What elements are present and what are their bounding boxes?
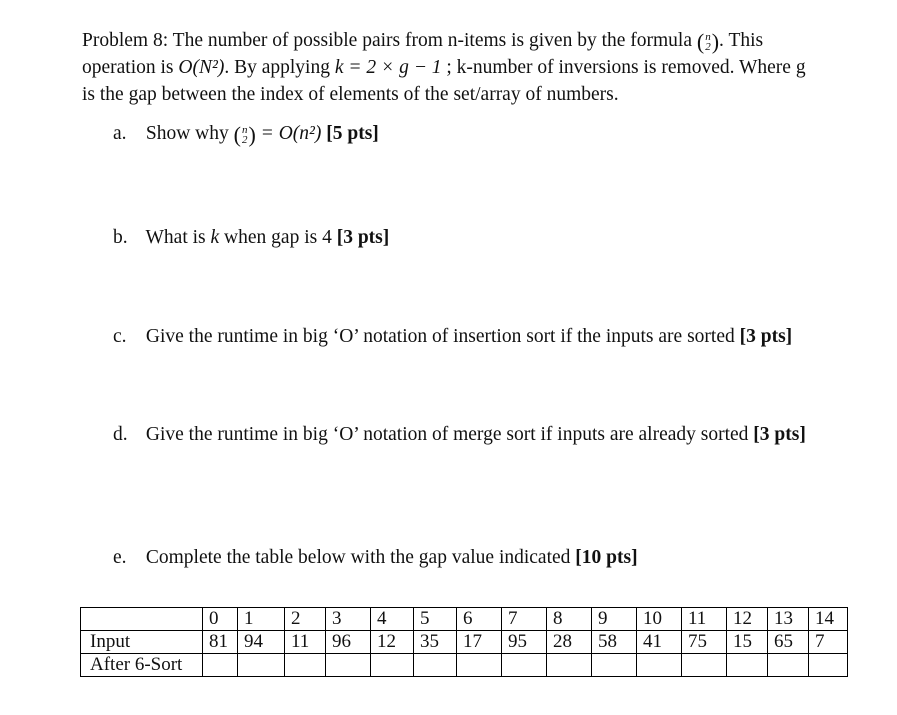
points-e: [10 pts] — [575, 547, 638, 568]
after-sort-cell[interactable] — [768, 654, 809, 677]
big-o-n-squared: O(N²) — [178, 57, 225, 78]
sort-table — [80, 607, 848, 677]
input-cell: 94 — [238, 631, 285, 654]
points-b: [3 pts] — [336, 227, 390, 248]
binomial-n-choose-2: ( n 2 ) — [233, 121, 256, 147]
input-cell: 7 — [809, 631, 848, 654]
question-e: e. Complete the table below with the gap value indicated [10 pts] — [113, 547, 638, 568]
input-cell: 41 — [637, 631, 682, 654]
after-sort-cell[interactable] — [203, 654, 238, 677]
after-sort-cell[interactable] — [414, 654, 457, 677]
after-sort-cell[interactable] — [457, 654, 502, 677]
index-cell: 5 — [414, 608, 457, 631]
after-sort-cell[interactable] — [285, 654, 326, 677]
binomial-n-choose-2: ( n 2 ) — [696, 28, 720, 54]
input-cell: 28 — [547, 631, 592, 654]
problem-label: Problem 8: — [82, 30, 169, 51]
problem-line3: is the gap between the index of elements of the set/array of numbers. — [82, 84, 619, 105]
problem-line2b: . By applying — [224, 57, 330, 78]
index-cell: 2 — [285, 608, 326, 631]
after-sort-cell[interactable] — [547, 654, 592, 677]
after-sort-label: After 6-Sort — [81, 654, 203, 677]
input-cell: 17 — [457, 631, 502, 654]
points-c: [3 pts] — [739, 326, 793, 347]
question-b: b. What is k when gap is 4 [3 pts] — [113, 227, 390, 248]
problem-statement — [82, 27, 872, 108]
input-cell: 95 — [502, 631, 547, 654]
points-a: [5 pts] — [326, 123, 379, 144]
input-cell: 81 — [203, 631, 238, 654]
input-cell: 65 — [768, 631, 809, 654]
index-cell: 8 — [547, 608, 592, 631]
index-cell: 12 — [727, 608, 768, 631]
index-cell: 1 — [238, 608, 285, 631]
after-sort-cell[interactable] — [238, 654, 285, 677]
index-cell: 7 — [502, 608, 547, 631]
input-cell: 11 — [285, 631, 326, 654]
input-cell: 96 — [326, 631, 371, 654]
question-a: a. Show why ( n 2 ) = O(n²) [5 pts] — [113, 121, 379, 147]
gap-formula: k = 2 × g − 1 — [334, 57, 442, 78]
problem-line2c: ; k-number of inversions is removed. Where g — [446, 57, 806, 78]
input-row — [81, 631, 848, 654]
input-cell: 35 — [414, 631, 457, 654]
after-sort-cell[interactable] — [502, 654, 547, 677]
question-d: d. Give the runtime in big ‘O’ notation of merge sort if inputs are already sorted [3 pts] — [113, 424, 806, 445]
problem-line1a: The number of possible pairs from n-items is given by the formula — [172, 30, 693, 51]
after-sort-cell[interactable] — [592, 654, 637, 677]
input-cell: 15 — [727, 631, 768, 654]
points-d: [3 pts] — [753, 424, 806, 445]
index-cell: 13 — [768, 608, 809, 631]
after-sort-row — [81, 654, 848, 677]
index-row — [81, 608, 848, 631]
index-cell: 9 — [592, 608, 637, 631]
problem-line1b: . This — [719, 30, 764, 51]
input-cell: 58 — [592, 631, 637, 654]
after-sort-cell[interactable] — [727, 654, 768, 677]
index-cell: 11 — [682, 608, 727, 631]
after-sort-cell[interactable] — [682, 654, 727, 677]
after-sort-cell[interactable] — [371, 654, 414, 677]
question-c: c. Give the runtime in big ‘O’ notation of insertion sort if the inputs are sorted [3 pts] — [113, 326, 793, 347]
index-cell: 14 — [809, 608, 848, 631]
input-cell: 12 — [371, 631, 414, 654]
after-sort-cell[interactable] — [326, 654, 371, 677]
input-label: Input — [81, 631, 203, 654]
index-cell: 0 — [203, 608, 238, 631]
index-cell: 10 — [637, 608, 682, 631]
index-cell: 3 — [326, 608, 371, 631]
input-cell: 75 — [682, 631, 727, 654]
index-cell: 6 — [457, 608, 502, 631]
problem-line2a: operation is — [82, 57, 174, 78]
after-sort-cell[interactable] — [637, 654, 682, 677]
after-sort-cell[interactable] — [809, 654, 848, 677]
index-cell: 4 — [371, 608, 414, 631]
